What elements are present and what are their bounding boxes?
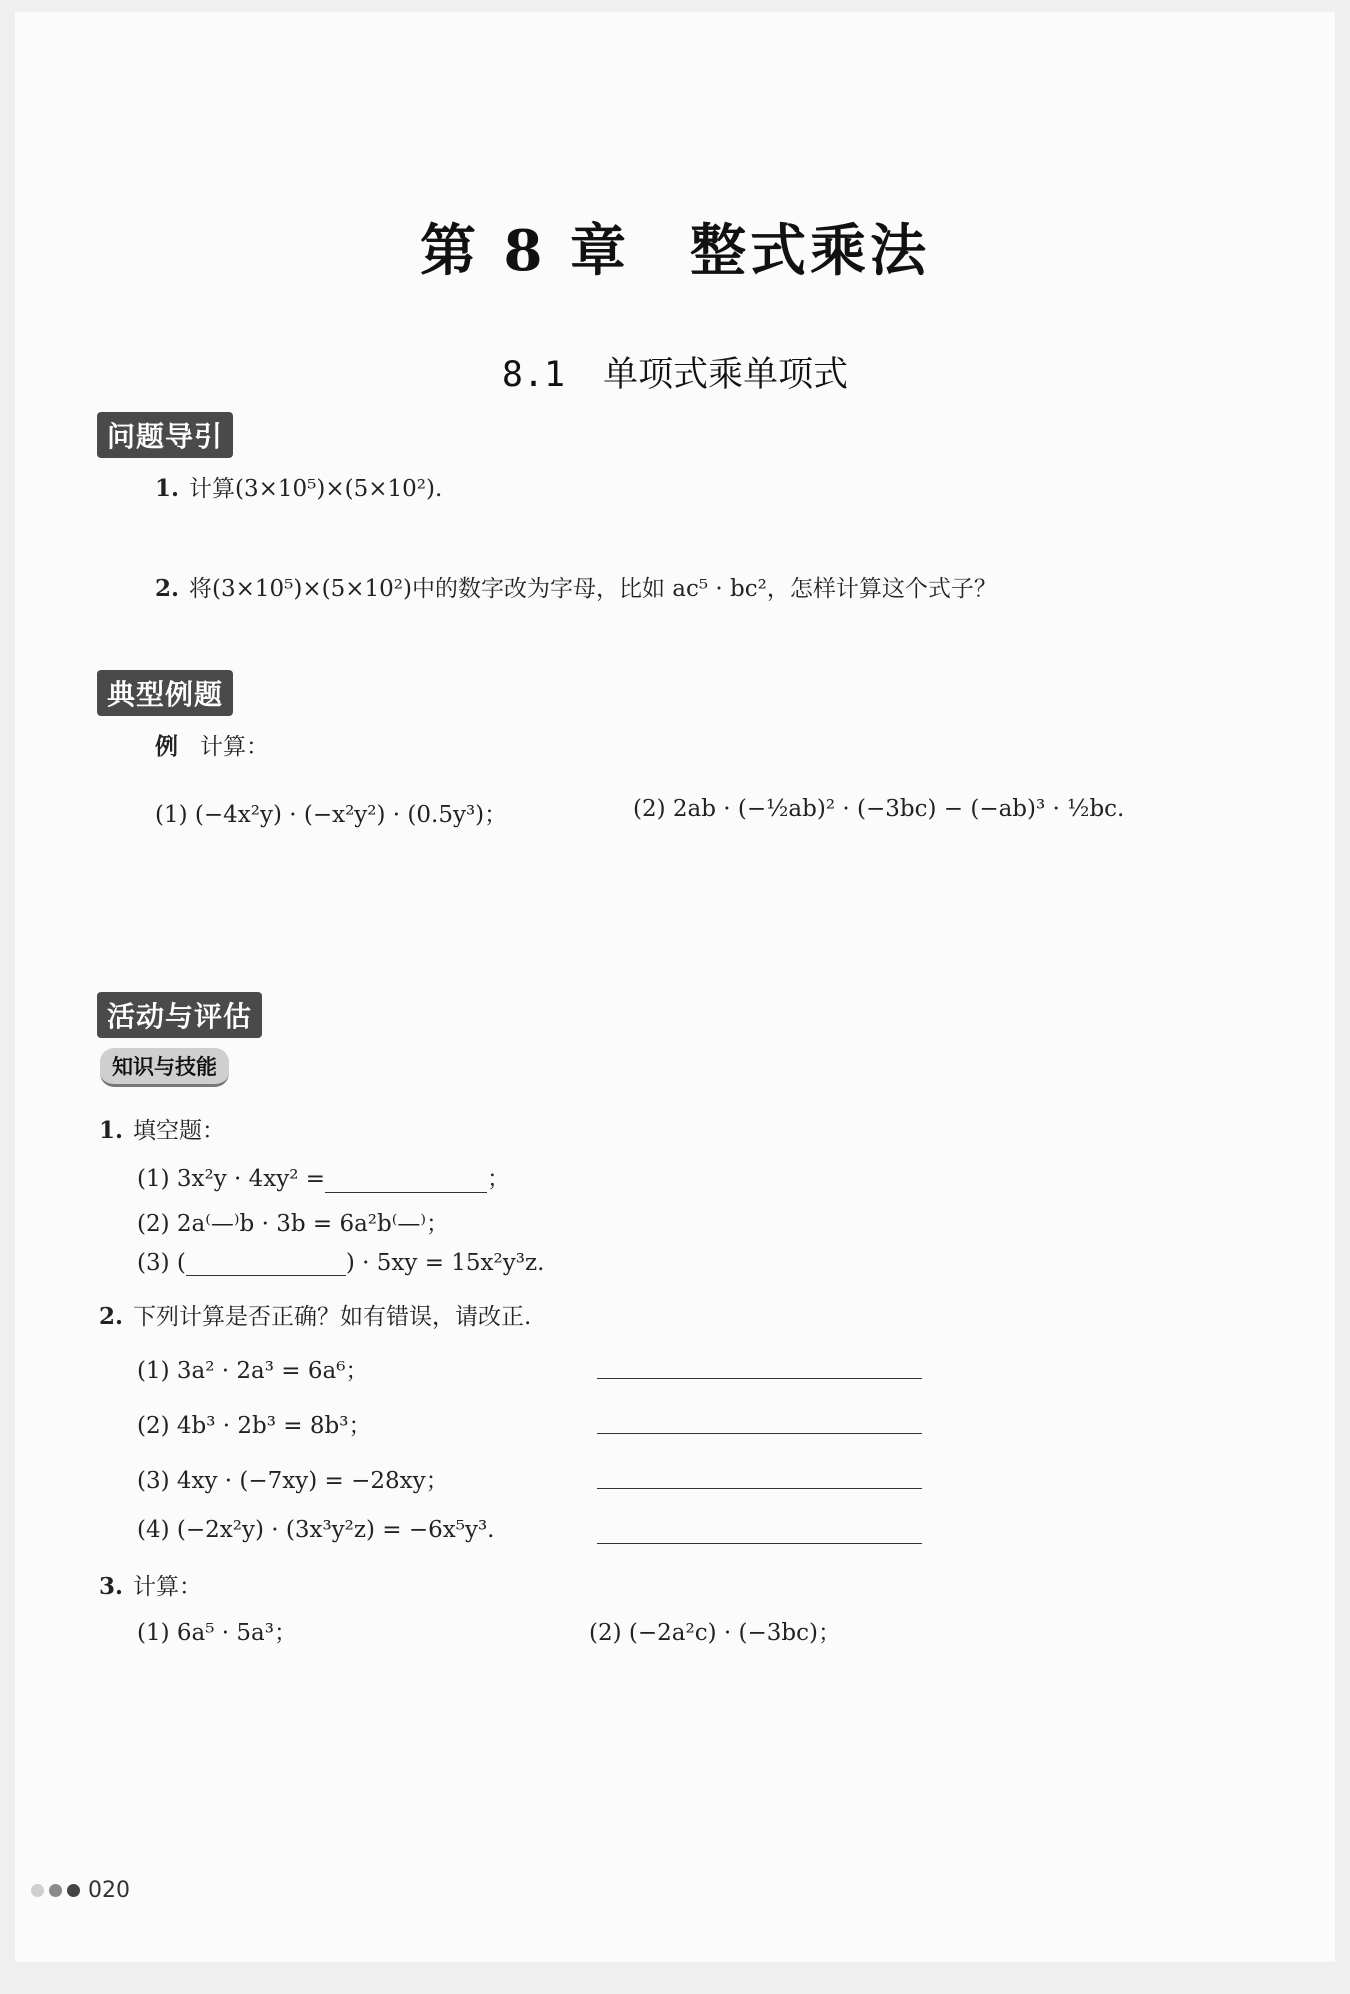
q2-item-2: (2) 4b³ · 2b³ = 8b³；	[137, 1413, 372, 1439]
footer-dot-icon-3	[67, 1884, 80, 1897]
example-part-2: (2) 2ab · (−½ab)² · (−3bc) − (−ab)³ · ½bc.	[633, 796, 1125, 822]
footer-dot-icon-1	[31, 1884, 44, 1897]
footer-dot-icon-2	[49, 1884, 62, 1897]
intro-q2-text: 将(3×10⁵)×(5×10²)中的数字改为字母，比如 ac⁵ · bc²，怎样计算这个式子？	[189, 576, 997, 602]
example-part-1: (1) (−4x²y) · (−x²y²) · (0.5y³)；	[155, 802, 508, 828]
q2-item-4: (4) (−2x²y) · (3x³y²z) = −6x⁵y³.	[137, 1517, 495, 1543]
q1-number: 1.	[99, 1117, 124, 1144]
page-number: 020	[88, 1878, 130, 1903]
q2-item-2-answer-line[interactable]	[597, 1433, 922, 1434]
q1-item-3	[137, 1250, 544, 1276]
intro-question-1	[155, 470, 442, 503]
q3-item-2: (2) (−2a²c) · (−3bc)；	[589, 1620, 841, 1646]
q2-item-3: (3) 4xy · (−7xy) = −28xy；	[137, 1468, 449, 1494]
q2-item-1-answer-line[interactable]	[597, 1378, 922, 1379]
intro-question-2	[155, 570, 997, 603]
q2-item-3-answer-line[interactable]	[597, 1488, 922, 1489]
section-number: 8.1	[501, 355, 566, 395]
q1-item-1	[137, 1160, 510, 1193]
q1-c-open: (3) (	[137, 1250, 186, 1276]
q3-number: 3.	[99, 1573, 124, 1600]
q1-c-blank[interactable]	[186, 1251, 346, 1276]
intro-q1-number: 1.	[155, 475, 180, 502]
example-tag: 典型例题	[97, 670, 233, 716]
chapter-label: 第 8 章	[420, 218, 630, 284]
q1-item-2: (2) 2a⁽—⁾b · 3b = 6a²b⁽—⁾；	[137, 1211, 450, 1237]
q2-number: 2.	[99, 1303, 124, 1330]
activity-question-1	[99, 1112, 225, 1145]
chapter-title: 整式乘法	[689, 218, 930, 284]
knowledge-skills-tag: 知识与技能	[100, 1048, 229, 1087]
q3-title: 计算：	[133, 1574, 203, 1600]
intro-q1-text: 计算(3×10⁵)×(5×10²).	[189, 476, 443, 502]
intro-q2-number: 2.	[155, 575, 180, 602]
section-title: 单项式乘单项式	[603, 355, 849, 395]
page-footer	[31, 1878, 130, 1903]
q1-c-close: ) · 5xy = 15x²y³z.	[345, 1250, 545, 1276]
activity-question-2	[99, 1298, 531, 1331]
intro-tag: 问题导引	[97, 412, 233, 458]
chapter-heading	[15, 207, 1335, 287]
example-prompt-text: 计算：	[200, 734, 269, 760]
activity-question-3	[99, 1568, 202, 1601]
q1-a-blank[interactable]	[325, 1168, 487, 1193]
q2-item-1: (1) 3a² · 2a³ = 6a⁶；	[137, 1358, 369, 1384]
q2-title: 下列计算是否正确？如有错误，请改正.	[133, 1304, 532, 1330]
example-prompt	[155, 728, 269, 761]
q1-title: 填空题：	[133, 1118, 226, 1144]
q2-item-4-answer-line[interactable]	[597, 1543, 922, 1544]
page	[15, 12, 1335, 1962]
q1-a-end: ；	[487, 1166, 511, 1192]
activity-tag: 活动与评估	[97, 992, 262, 1038]
q3-item-1: (1) 6a⁵ · 5a³；	[137, 1620, 297, 1646]
q1-a-text: (1) 3x²y · 4xy² =	[137, 1166, 326, 1192]
example-label: 例	[155, 733, 178, 760]
section-heading	[15, 347, 1335, 397]
